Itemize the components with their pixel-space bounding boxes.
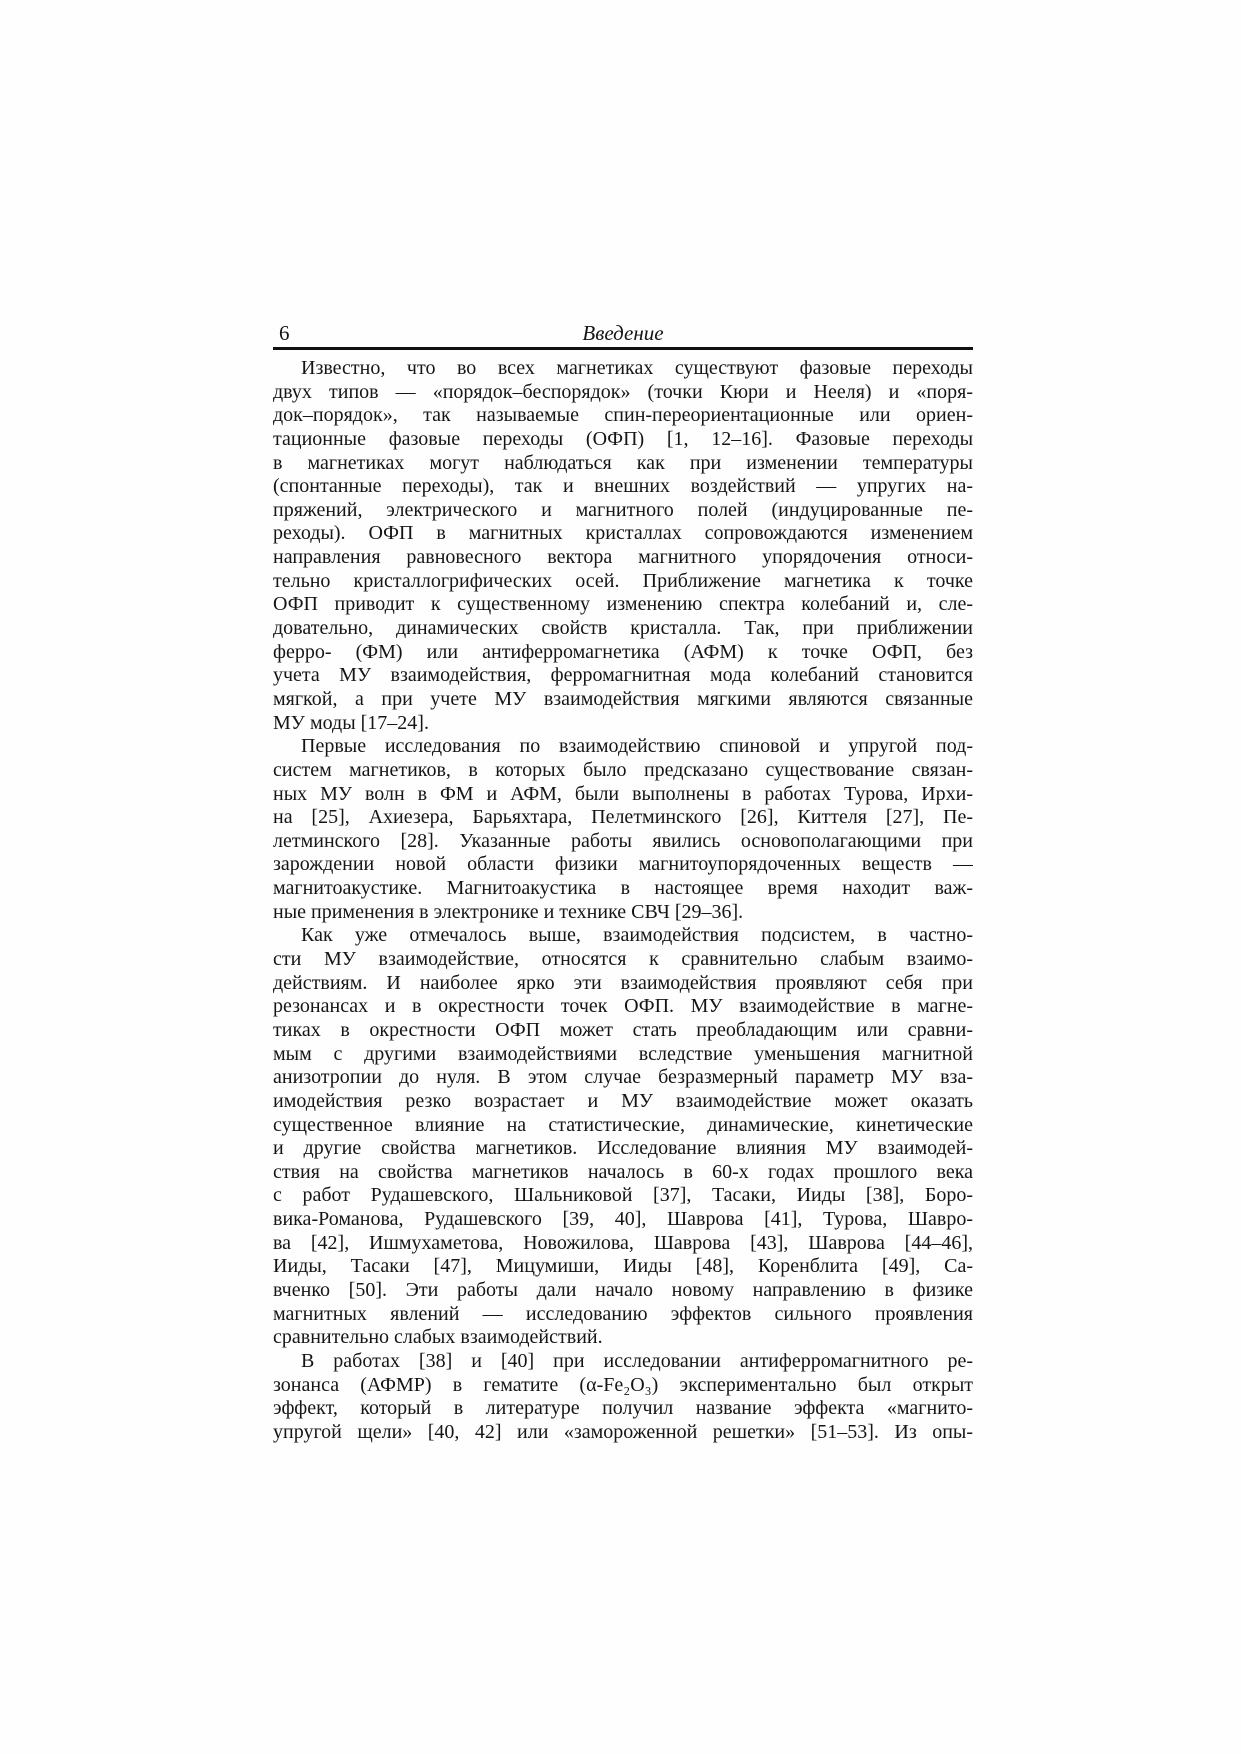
text-line: Известно, что во всех магнетиках существуют фазовые переходы	[301, 357, 973, 379]
text-line: Как уже отмечалось выше, взаимодействия подсистем, в частно-	[301, 924, 973, 947]
text-line: двух типов — «порядок–беспорядок» (точки Кюри и Нееля) и «поря-	[273, 380, 973, 403]
text-line: вченко [50]. Эти работы дали начало новому направлению в физике	[273, 1278, 973, 1301]
text-line: и другие свойства магнетиков. Исследование влияния МУ взаимодей-	[273, 1137, 973, 1160]
text-line: анизотропии до нуля. В этом случае безразмерный параметр МУ вза-	[273, 1066, 973, 1089]
text-line: существенное влияние на статистические, динамические, кинетические	[273, 1113, 973, 1136]
text-line: ствия на свойства магнетиков началось в 60-х годах прошлого века	[273, 1160, 973, 1183]
text-line: В работах [38] и [40] при исследовании антиферромагнитного ре-	[301, 1349, 973, 1372]
text-line: вика-Романова, Рудашевского [39, 40], Шаврова [41], Турова, Шавро-	[273, 1208, 973, 1231]
text-line: с работ Рудашевского, Шальниковой [37], Тасаки, Ииды [38], Боро-	[273, 1184, 973, 1207]
text-line: ОФП приводит к существенному изменению спектра колебаний и, сле-	[273, 593, 973, 616]
text-line: тельно кристаллогрифических осей. Приближение магнетика к точке	[273, 569, 973, 592]
text-line: (спонтанные переходы), так и внешних воздействий — упругих на-	[273, 475, 973, 498]
running-header-title: Введение	[582, 321, 664, 345]
text-line: пряжений, электрического и магнитного полей (индуцированные пе-	[273, 498, 973, 521]
text-line: направления равновесного вектора магнитного упорядочения относи-	[273, 546, 973, 569]
text-line: сравнительно слабых взаимодействий.	[273, 1326, 603, 1349]
text-line: ва [42], Ишмухаметова, Новожилова, Шаврова [43], Шаврова [44–46],	[273, 1231, 973, 1254]
text-line: мягкой, а при учете МУ взаимодействия мягкими являются связанные	[273, 687, 973, 710]
text-line: Ииды, Тасаки [47], Мицумиши, Ииды [48], Коренблита [49], Са-	[273, 1255, 973, 1278]
text-line: магнитных явлений — исследованию эффектов сильного проявления	[273, 1302, 973, 1325]
running-header	[273, 322, 973, 346]
text-line: систем магнетиков, в которых было предсказано существование связан-	[273, 758, 973, 781]
text-line: имодействия резко возрастает и МУ взаимодействие может оказать	[273, 1089, 973, 1112]
text-line: упругой щели» [40, 42] или «замороженной решетки» [51–53]. Из опы-	[273, 1420, 973, 1443]
page-number: 6	[279, 321, 290, 345]
text-line: сти МУ взаимодействие, относятся к сравнительно слабым взаимо-	[273, 948, 973, 971]
text-line: тационные фазовые переходы (ОФП) [1, 12–16]. Фазовые переходы	[273, 427, 973, 450]
text-line: ные применения в электронике и технике СВЧ [29–36].	[273, 900, 744, 923]
text-line: МУ моды [17–24].	[273, 711, 429, 734]
text-line: магнитоакустике. Магнитоакустика в настоящее время находит важ-	[273, 877, 973, 900]
text-line: Первые исследования по взаимодействию спиновой и упругой под-	[301, 735, 973, 758]
text-line: реходы). ОФП в магнитных кристаллах сопровождаются изменением	[273, 522, 973, 545]
text-line: зонанса (АФМР) в гематите (α-Fe₂O₃) экспериментально был открыт	[273, 1373, 973, 1396]
text-line: довательно, динамических свойств кристалла. Так, при приближении	[273, 617, 973, 640]
text-line: ных МУ волн в ФМ и АФМ, были выполнены в работах Турова, Ирхи-	[273, 782, 973, 805]
text-line: летминского [28]. Указанные работы явились основополагающими при	[273, 829, 973, 852]
text-line: эффект, который в литературе получил название эффекта «магнито-	[273, 1397, 973, 1420]
text-line: тиках в окрестности ОФП может стать преобладающим или сравни-	[273, 1018, 973, 1041]
text-line: на [25], Ахиезера, Барьяхтара, Пелетминского [26], Киттеля [27], Пе-	[273, 806, 973, 829]
text-line: ферро- (ФМ) или антиферромагнетика (АФМ) к точке ОФП, без	[273, 640, 973, 663]
text-line: действиям. И наиболее ярко эти взаимодействия проявляют себя при	[273, 971, 973, 994]
header-rule	[273, 347, 973, 350]
text-line: в магнетиках могут наблюдаться как при изменении температуры	[273, 451, 973, 474]
text-line: док–порядок», так называемые спин-переориентационные или ориен-	[273, 404, 973, 427]
body-text	[273, 357, 973, 1444]
text-line: мым с другими взаимодействиями вследствие уменьшения магнитной	[273, 1042, 973, 1065]
text-line: зарождении новой области физики магнитоупорядоченных веществ —	[273, 853, 973, 876]
text-line: резонансах и в окрестности точек ОФП. МУ взаимодействие в магне-	[273, 995, 973, 1018]
text-line: учета МУ взаимодействия, ферромагнитная мода колебаний становится	[273, 664, 973, 687]
